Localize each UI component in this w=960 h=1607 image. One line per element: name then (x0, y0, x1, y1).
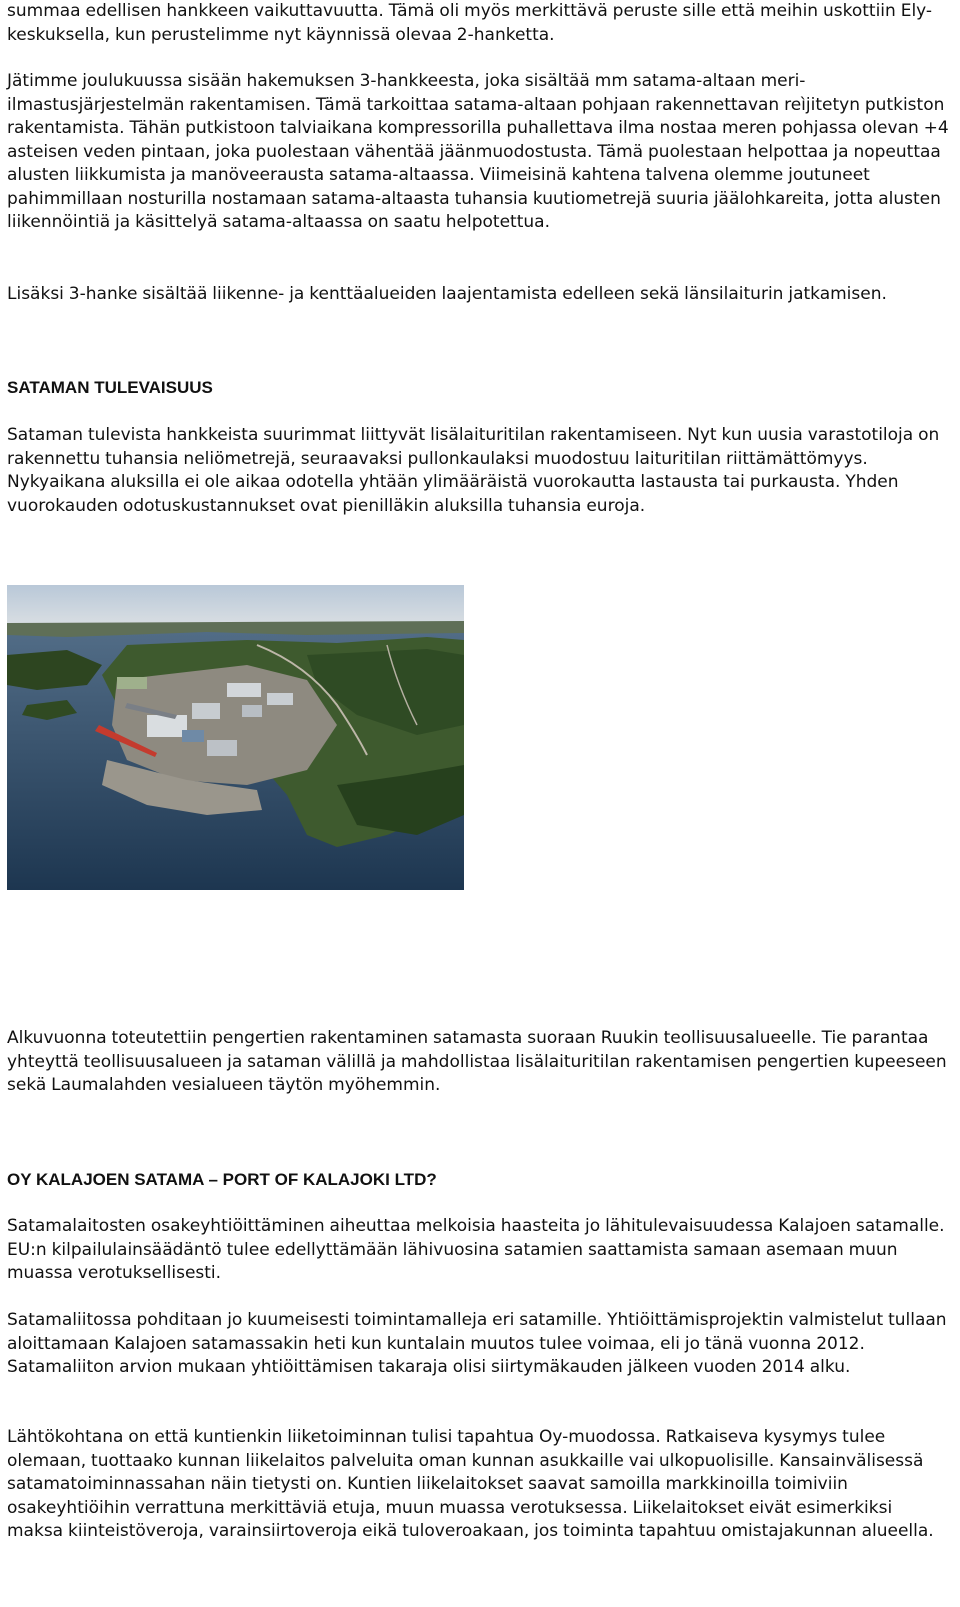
paragraph-project-impact: summaa edellisen hankkeen vaikuttavuutta. Tämä oli myös merkittävä peruste sille että meihin uskottiin Ely- keskuksella, kun perustelimme nyt käynnissä olevaa 2-hanketta. (7, 1, 933, 45)
paragraph-future-projects: Sataman tulevista hankkeista suurimmat liittyvät lisälaituritilan rakentamiseen. Nyt kun uusia varastotiloja on rakennettu tuhansia neliömetrejä, seuraavaksi pullonkaulaksi muodostuu laituritilan riittämättömyys. Nykyaikana aluksilla ei ole aikaa odotella yhtään ylimääräistä vuorokautta lastausta tai purkausta. Yhden vuorokauden odotuskustannukset ovat pienilläkin aluksilla tuhansia euroja. (7, 425, 940, 516)
paragraph-project-3: Jätimme joulukuussa sisään hakemuksen 3-hankkeesta, joka sisältää mm satama-altaan meri-ilmastusjärjestelmän rakentamisen. Tämä tarkoittaa satama-altaan pohjaan rakennettavan reìjitetyn putkiston rakentamista. Tähän putkistoon talviaikana kompressorilla puhallettava ilma nostaa meren pohjassa olevan +4 asteisen veden pintaan, joka puolestaan vähentää jäänmuodostusta. Tämä puolestaan helpottaa ja nopeuttaa alusten liikkumista ja manöveerausta satama-altaassa. Viimeisinä kahtena talvena olemme joutuneet pahimmillaan nosturilla nostamaan satama-altaasta tuhansia kuutiometrejä suuria jäälohkareita, jotta alusten liikennöintiä ja käsittelyä satama-altaassa on saatu helpotettua. (7, 71, 949, 232)
heading-harbour-future: SATAMAN TULEVAISUUS (7, 378, 213, 397)
paragraph-incorporation: Satamalaitosten osakeyhtiöittäminen aiheuttaa melkoisia haasteita jo lähitulevaisuudessa Kalajoen satamalle. EU:n kilpailulainsäädäntö tulee edellyttämään lähivuosina satamien saattamista samaan asemaan muun muassa verotuksellisesti. (7, 1216, 945, 1283)
harbour-aerial-photo (7, 585, 464, 890)
paragraph-causeway-road: Alkuvuonna toteutettiin pengertien rakentaminen satamasta suoraan Ruukin teollisuusalueelle. Tie parantaa yhteyttä teollisuusalueen ja sataman välillä ja mahdollistaa lisälaituritilan rakentamisen pengertien kupeeseen sekä Laumalahden vesialueen täytön myöhemmin. (7, 1028, 947, 1095)
paragraph-municipal-business: Lähtökohtana on että kuntienkin liiketoiminnan tulisi tapahtua Oy-muodossa. Ratkaiseva kysymys tulee olemaan, tuottaako kunnan liikelaitos palveluita oman kunnan asukkaille vai ulkopuolisille. Kansainvälisessä satamatoiminnassahan näin tietysti on. Kuntien liikelaitokset saavat samoilla markkinoilla toimiviin osakeyhtiöihin verrattuna merkittäviä etuja, muun muassa verotuksessa. Liikelaitokset eivät esimerkiksi maksa kiinteistöveroja, varainsiirtoveroja eikä tuloveroakaan, jos toiminta tapahtuu omistajakunnan alueella. (7, 1427, 934, 1541)
heading-port-company: OY KALAJOEN SATAMA – PORT OF KALAJOKI LTD? (7, 1170, 437, 1189)
paragraph-project-3-extension: Lisäksi 3-hanke sisältää liikenne- ja kenttäalueiden laajentamista edelleen sekä länsilaiturin jatkamisen. (7, 284, 887, 304)
paragraph-port-association: Satamaliitossa pohditaan jo kuumeisesti toimintamalleja eri satamille. Yhtiöittämisprojektin valmistelut tullaan aloittamaan Kalajoen satamassakin heti kun kuntalain muutos tulee voimaa, eli jo tänä vuonna 2012. Satamaliiton arvion mukaan yhtiöittämisen takaraja olisi siirtymäkauden jälkeen vuoden 2014 alku. (7, 1310, 947, 1377)
